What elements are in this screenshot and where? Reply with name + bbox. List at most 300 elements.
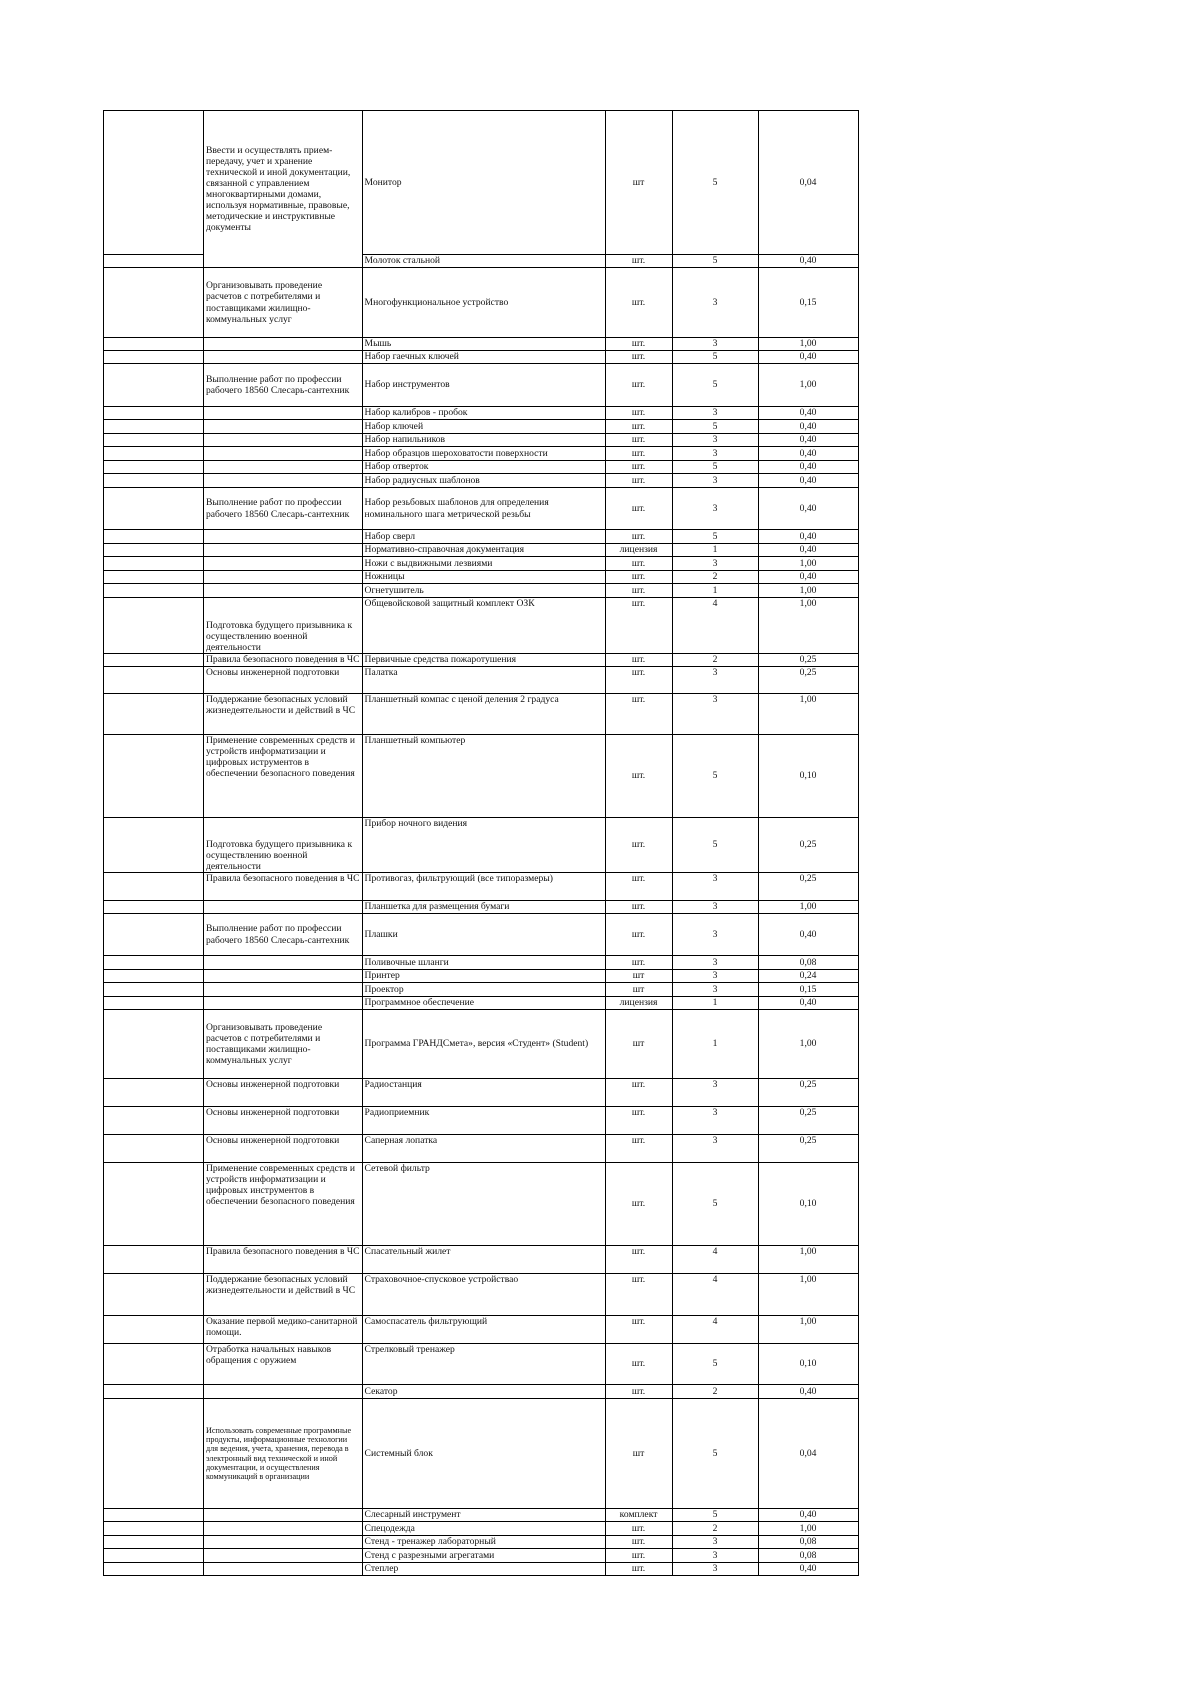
coefficient-cell: 1,00 — [758, 1522, 858, 1536]
competency-cell: Поддержание безопасных условий жизнедеятельности и действий в ЧС — [204, 694, 363, 735]
equipment-name: Планшетный компьютер — [362, 735, 605, 818]
competency-cell — [204, 584, 363, 598]
table-row — [104, 654, 859, 667]
equipment-name: Плашки — [362, 914, 605, 956]
unit-cell: шт. — [605, 1549, 672, 1563]
quantity-cell: 3 — [672, 447, 758, 461]
coefficient-cell: 0,40 — [758, 351, 858, 364]
quantity-cell: 3 — [672, 1549, 758, 1563]
unit-cell: шт. — [605, 338, 672, 351]
unit-cell: шт. — [605, 447, 672, 461]
competency-cell: Поддержание безопасных условий жизнедеятельности и действий в ЧС — [204, 1274, 363, 1316]
competency-cell: Правила безопасного поведения в ЧС — [204, 873, 363, 901]
competency-cell — [204, 901, 363, 914]
equipment-name: Радиостанция — [362, 1079, 605, 1107]
table-row — [104, 474, 859, 488]
quantity-cell: 3 — [672, 1536, 758, 1549]
coefficient-cell: 1,00 — [758, 557, 858, 571]
table-row — [104, 351, 859, 364]
coefficient-cell: 1,00 — [758, 694, 858, 735]
unit-cell: шт. — [605, 1274, 672, 1316]
quantity-cell: 3 — [672, 667, 758, 694]
table-row — [104, 447, 859, 461]
competency-cell — [204, 983, 363, 997]
unit-cell: шт. — [605, 557, 672, 571]
index-cell — [104, 1246, 204, 1274]
quantity-cell: 2 — [672, 654, 758, 667]
equipment-name: Стрелковый тренажер — [362, 1344, 605, 1385]
coefficient-cell: 0,10 — [758, 735, 858, 818]
quantity-cell: 3 — [672, 914, 758, 956]
table-row — [104, 997, 859, 1010]
table-row — [104, 914, 859, 956]
coefficient-cell: 0,25 — [758, 818, 858, 873]
index-cell — [104, 956, 204, 970]
table-row — [104, 530, 859, 544]
quantity-cell: 3 — [672, 970, 758, 983]
index-cell — [104, 434, 204, 447]
competency-cell — [204, 351, 363, 364]
table-row — [104, 1316, 859, 1344]
quantity-cell: 5 — [672, 1344, 758, 1385]
quantity-cell: 3 — [672, 1107, 758, 1135]
equipment-name: Набор гаечных ключей — [362, 351, 605, 364]
table-row — [104, 434, 859, 447]
equipment-name: Саперная лопатка — [362, 1135, 605, 1163]
equipment-name: Прибор ночного видения — [362, 818, 605, 873]
unit-cell: шт. — [605, 1344, 672, 1385]
equipment-name: Самоспасатель фильтрующий — [362, 1316, 605, 1344]
table-row — [104, 667, 859, 694]
unit-cell: шт. — [605, 873, 672, 901]
table-row — [104, 268, 859, 338]
equipment-name: Набор напильников — [362, 434, 605, 447]
index-cell — [104, 255, 204, 268]
index-cell — [104, 667, 204, 694]
coefficient-cell: 1,00 — [758, 1274, 858, 1316]
equipment-name: Первичные средства пожаротушения — [362, 654, 605, 667]
quantity-cell: 3 — [672, 1135, 758, 1163]
index-cell — [104, 1536, 204, 1549]
competency-cell — [204, 447, 363, 461]
index-cell — [104, 1385, 204, 1399]
unit-cell: шт. — [605, 1522, 672, 1536]
equipment-name: Планшетка для размещения бумаги — [362, 901, 605, 914]
competency-cell — [204, 970, 363, 983]
coefficient-cell: 0,25 — [758, 1135, 858, 1163]
quantity-cell: 4 — [672, 1316, 758, 1344]
table-row — [104, 461, 859, 474]
competency-cell: Выполнение работ по профессии рабочего 18560 Слесарь-сантехник — [204, 364, 363, 407]
equipment-name: Стенд с разрезными агрегатами — [362, 1549, 605, 1563]
table-row — [104, 1274, 859, 1316]
equipment-name: Многофункциональное устройство — [362, 268, 605, 338]
equipment-name: Поливочные шланги — [362, 956, 605, 970]
table-row — [104, 1536, 859, 1549]
unit-cell: шт. — [605, 735, 672, 818]
index-cell — [104, 654, 204, 667]
coefficient-cell: 0,08 — [758, 956, 858, 970]
quantity-cell: 2 — [672, 571, 758, 584]
coefficient-cell: 0,40 — [758, 447, 858, 461]
table-row — [104, 1399, 859, 1509]
coefficient-cell: 0,15 — [758, 268, 858, 338]
table-row — [104, 1344, 859, 1385]
unit-cell: шт. — [605, 1079, 672, 1107]
competency-cell: Основы инженерной подготовки — [204, 1135, 363, 1163]
table-row — [104, 1107, 859, 1135]
quantity-cell: 3 — [672, 488, 758, 530]
competency-cell: Выполнение работ по профессии рабочего 18560 Слесарь-сантехник — [204, 914, 363, 956]
competency-cell — [204, 1536, 363, 1549]
index-cell — [104, 407, 204, 420]
equipment-name: Набор ключей — [362, 420, 605, 434]
table-row — [104, 1385, 859, 1399]
equipment-name: Ножи с выдвижными лезвиями — [362, 557, 605, 571]
equipment-name: Набор образцов шероховатости поверхности — [362, 447, 605, 461]
equipment-name: Мышь — [362, 338, 605, 351]
index-cell — [104, 461, 204, 474]
quantity-cell: 5 — [672, 111, 758, 255]
competency-cell: Отработка начальных навыков обращения с оружием — [204, 1344, 363, 1385]
equipment-name: Огнетушитель — [362, 584, 605, 598]
unit-cell: шт — [605, 983, 672, 997]
index-cell — [104, 571, 204, 584]
quantity-cell: 3 — [672, 956, 758, 970]
unit-cell: шт. — [605, 598, 672, 654]
table-row — [104, 1163, 859, 1246]
unit-cell: шт. — [605, 364, 672, 407]
index-cell — [104, 1316, 204, 1344]
index-cell — [104, 1563, 204, 1576]
coefficient-cell: 0,25 — [758, 873, 858, 901]
quantity-cell: 3 — [672, 338, 758, 351]
index-cell — [104, 1107, 204, 1135]
equipment-name: Монитор — [362, 111, 605, 255]
unit-cell: шт. — [605, 351, 672, 364]
coefficient-cell: 0,04 — [758, 1399, 858, 1509]
competency-cell: Основы инженерной подготовки — [204, 667, 363, 694]
table-row — [104, 338, 859, 351]
index-cell — [104, 970, 204, 983]
equipment-name: Спасательный жилет — [362, 1246, 605, 1274]
coefficient-cell: 0,40 — [758, 407, 858, 420]
unit-cell: шт. — [605, 914, 672, 956]
equipment-name: Принтер — [362, 970, 605, 983]
competency-cell — [204, 1509, 363, 1522]
table-row — [104, 407, 859, 420]
table-row — [104, 1549, 859, 1563]
coefficient-cell: 0,40 — [758, 420, 858, 434]
index-cell — [104, 818, 204, 873]
index-cell — [104, 1010, 204, 1079]
unit-cell: шт. — [605, 667, 672, 694]
competency-cell: Использовать современные программные продукты, информационные технологии для ведения, учета, хранения, перевода в электронный вид технической и иной документации, и осуществления коммуникаций в организации — [204, 1399, 363, 1509]
unit-cell: лицензия — [605, 544, 672, 557]
index-cell — [104, 901, 204, 914]
competency-cell: Подготовка будущего призывника к осуществлению военной деятельности — [204, 598, 363, 654]
competency-cell: Ввести и осуществлять прием-передачу, учет и хранение технической и иной документации, связанной с управлением многоквартирными домами, используя нормативные, правовые, методические и инструктивные документы — [204, 111, 363, 268]
unit-cell: шт. — [605, 1536, 672, 1549]
coefficient-cell: 1,00 — [758, 364, 858, 407]
equipment-name: Набор инструментов — [362, 364, 605, 407]
table-row — [104, 111, 859, 255]
competency-cell — [204, 420, 363, 434]
equipment-name: Стенд - тренажер лабораторный — [362, 1536, 605, 1549]
coefficient-cell: 0,25 — [758, 1107, 858, 1135]
coefficient-cell: 0,08 — [758, 1536, 858, 1549]
equipment-name: Молоток стальной — [362, 255, 605, 268]
table-row — [104, 901, 859, 914]
quantity-cell: 3 — [672, 901, 758, 914]
quantity-cell: 5 — [672, 818, 758, 873]
unit-cell: шт. — [605, 1316, 672, 1344]
coefficient-cell: 0,25 — [758, 667, 858, 694]
coefficient-cell: 0,40 — [758, 1509, 858, 1522]
quantity-cell: 4 — [672, 1246, 758, 1274]
quantity-cell: 5 — [672, 1163, 758, 1246]
quantity-cell: 3 — [672, 268, 758, 338]
equipment-name: Противогаз, фильтрующий (все типоразмеры) — [362, 873, 605, 901]
coefficient-cell: 0,40 — [758, 544, 858, 557]
coefficient-cell: 0,40 — [758, 461, 858, 474]
competency-cell — [204, 530, 363, 544]
unit-cell: шт. — [605, 530, 672, 544]
index-cell — [104, 1344, 204, 1385]
table-row — [104, 571, 859, 584]
index-cell — [104, 1274, 204, 1316]
table-row — [104, 1246, 859, 1274]
quantity-cell: 1 — [672, 997, 758, 1010]
index-cell — [104, 544, 204, 557]
coefficient-cell: 0,40 — [758, 434, 858, 447]
table-row — [104, 557, 859, 571]
table-row — [104, 1010, 859, 1079]
index-cell — [104, 914, 204, 956]
index-cell — [104, 598, 204, 654]
equipment-name: Секатор — [362, 1385, 605, 1399]
competency-cell — [204, 338, 363, 351]
equipment-name: Степлер — [362, 1563, 605, 1576]
coefficient-cell: 0,40 — [758, 530, 858, 544]
coefficient-cell: 0,40 — [758, 914, 858, 956]
equipment-name: Планшетный компас с ценой деления 2 градуса — [362, 694, 605, 735]
quantity-cell: 5 — [672, 351, 758, 364]
competency-cell: Применение современных средств и устройств информатизации и цифровых иструментов в обеспечении безопасного поведения — [204, 735, 363, 818]
competency-cell: Выполнение работ по профессии рабочего 18560 Слесарь-сантехник — [204, 488, 363, 530]
index-cell — [104, 735, 204, 818]
equipment-name: Сетевой фильтр — [362, 1163, 605, 1246]
table-row — [104, 544, 859, 557]
index-cell — [104, 488, 204, 530]
unit-cell: лицензия — [605, 997, 672, 1010]
coefficient-cell: 1,00 — [758, 338, 858, 351]
competency-cell — [204, 1563, 363, 1576]
coefficient-cell: 0,10 — [758, 1344, 858, 1385]
unit-cell: шт — [605, 1010, 672, 1079]
unit-cell: шт. — [605, 488, 672, 530]
quantity-cell: 1 — [672, 584, 758, 598]
equipment-name: Программа ГРАНДСмета», версия «Студент» (Student) — [362, 1010, 605, 1079]
quantity-cell: 3 — [672, 983, 758, 997]
competency-cell — [204, 956, 363, 970]
equipment-name: Ножницы — [362, 571, 605, 584]
quantity-cell: 3 — [672, 557, 758, 571]
unit-cell: шт — [605, 1399, 672, 1509]
competency-cell: Основы инженерной подготовки — [204, 1107, 363, 1135]
unit-cell: шт. — [605, 571, 672, 584]
competency-cell: Подготовка будущего призывника к осуществлению военной деятельности — [204, 818, 363, 873]
coefficient-cell: 1,00 — [758, 1316, 858, 1344]
coefficient-cell: 0,25 — [758, 1079, 858, 1107]
competency-cell: Организовывать проведение расчетов с потребителями и поставщиками жилищно-коммунальных услуг — [204, 1010, 363, 1079]
coefficient-cell: 0,10 — [758, 1163, 858, 1246]
index-cell — [104, 1549, 204, 1563]
competency-cell — [204, 434, 363, 447]
index-cell — [104, 1163, 204, 1246]
unit-cell: комплект — [605, 1509, 672, 1522]
competency-cell: Оказание первой медико-санитарной помощи. — [204, 1316, 363, 1344]
equipment-name: Нормативно-справочная документация — [362, 544, 605, 557]
competency-cell — [204, 474, 363, 488]
index-cell — [104, 557, 204, 571]
table-row — [104, 1135, 859, 1163]
competency-cell — [204, 544, 363, 557]
equipment-table-body — [104, 111, 859, 1576]
table-row — [104, 488, 859, 530]
index-cell — [104, 983, 204, 997]
table-row — [104, 364, 859, 407]
quantity-cell: 3 — [672, 873, 758, 901]
unit-cell: шт. — [605, 1563, 672, 1576]
quantity-cell: 3 — [672, 1079, 758, 1107]
quantity-cell: 5 — [672, 461, 758, 474]
quantity-cell: 5 — [672, 420, 758, 434]
table-row — [104, 1509, 859, 1522]
equipment-name: Системный блок — [362, 1399, 605, 1509]
competency-cell — [204, 1549, 363, 1563]
unit-cell: шт. — [605, 1163, 672, 1246]
index-cell — [104, 1399, 204, 1509]
unit-cell: шт. — [605, 956, 672, 970]
index-cell — [104, 447, 204, 461]
index-cell — [104, 1135, 204, 1163]
coefficient-cell: 0,40 — [758, 997, 858, 1010]
equipment-name: Проектор — [362, 983, 605, 997]
coefficient-cell: 1,00 — [758, 901, 858, 914]
index-cell — [104, 268, 204, 338]
equipment-name: Спецодежда — [362, 1522, 605, 1536]
quantity-cell: 3 — [672, 1563, 758, 1576]
unit-cell: шт. — [605, 1246, 672, 1274]
equipment-name: Общевойсковой защитный комплект ОЗК — [362, 598, 605, 654]
unit-cell: шт. — [605, 1107, 672, 1135]
coefficient-cell: 0,08 — [758, 1549, 858, 1563]
equipment-name: Набор отверток — [362, 461, 605, 474]
index-cell — [104, 694, 204, 735]
coefficient-cell: 0,40 — [758, 1385, 858, 1399]
unit-cell: шт. — [605, 694, 672, 735]
index-cell — [104, 1509, 204, 1522]
index-cell — [104, 111, 204, 255]
coefficient-cell: 0,25 — [758, 654, 858, 667]
table-row — [104, 818, 859, 873]
equipment-name: Палатка — [362, 667, 605, 694]
unit-cell: шт. — [605, 407, 672, 420]
competency-cell — [204, 1385, 363, 1399]
quantity-cell: 3 — [672, 434, 758, 447]
quantity-cell: 5 — [672, 530, 758, 544]
coefficient-cell: 0,40 — [758, 488, 858, 530]
index-cell — [104, 584, 204, 598]
index-cell — [104, 338, 204, 351]
coefficient-cell: 0,40 — [758, 571, 858, 584]
quantity-cell: 5 — [672, 255, 758, 268]
table-row — [104, 983, 859, 997]
competency-cell — [204, 571, 363, 584]
index-cell — [104, 1522, 204, 1536]
competency-cell — [204, 461, 363, 474]
equipment-name: Страховочное-спусковое устройствао — [362, 1274, 605, 1316]
quantity-cell: 3 — [672, 474, 758, 488]
quantity-cell: 4 — [672, 598, 758, 654]
competency-cell: Правила безопасного поведения в ЧС — [204, 1246, 363, 1274]
equipment-table — [103, 110, 859, 1576]
table-row — [104, 970, 859, 983]
competency-cell: Применение современных средств и устройств информатизации и цифровых инструментов в обеспечении безопасного поведения — [204, 1163, 363, 1246]
table-row — [104, 873, 859, 901]
unit-cell: шт. — [605, 1135, 672, 1163]
quantity-cell: 5 — [672, 1399, 758, 1509]
equipment-name: Радиоприемник — [362, 1107, 605, 1135]
equipment-name: Программное обеспечение — [362, 997, 605, 1010]
table-row — [104, 956, 859, 970]
quantity-cell: 5 — [672, 1509, 758, 1522]
index-cell — [104, 420, 204, 434]
unit-cell: шт. — [605, 255, 672, 268]
competency-cell — [204, 407, 363, 420]
unit-cell: шт. — [605, 1385, 672, 1399]
unit-cell: шт. — [605, 818, 672, 873]
competency-cell — [204, 997, 363, 1010]
unit-cell: шт. — [605, 434, 672, 447]
unit-cell: шт — [605, 970, 672, 983]
table-row — [104, 598, 859, 654]
table-row — [104, 1563, 859, 1576]
index-cell — [104, 1079, 204, 1107]
table-row — [104, 1522, 859, 1536]
equipment-name: Набор калибров - пробок — [362, 407, 605, 420]
unit-cell: шт — [605, 111, 672, 255]
quantity-cell: 3 — [672, 407, 758, 420]
coefficient-cell: 1,00 — [758, 1010, 858, 1079]
unit-cell: шт. — [605, 654, 672, 667]
unit-cell: шт. — [605, 474, 672, 488]
index-cell — [104, 364, 204, 407]
quantity-cell: 2 — [672, 1522, 758, 1536]
quantity-cell: 4 — [672, 1274, 758, 1316]
coefficient-cell: 0,40 — [758, 1563, 858, 1576]
competency-cell: Организовывать проведение расчетов с потребителями и поставщиками жилищно-коммунальных услуг — [204, 268, 363, 338]
coefficient-cell: 0,04 — [758, 111, 858, 255]
index-cell — [104, 997, 204, 1010]
table-row — [104, 1079, 859, 1107]
equipment-name: Набор радиусных шаблонов — [362, 474, 605, 488]
equipment-name: Набор резьбовых шаблонов для определения номинального шага метрической резьбы — [362, 488, 605, 530]
quantity-cell: 1 — [672, 544, 758, 557]
competency-cell: Правила безопасного поведения в ЧС — [204, 654, 363, 667]
quantity-cell: 5 — [672, 735, 758, 818]
